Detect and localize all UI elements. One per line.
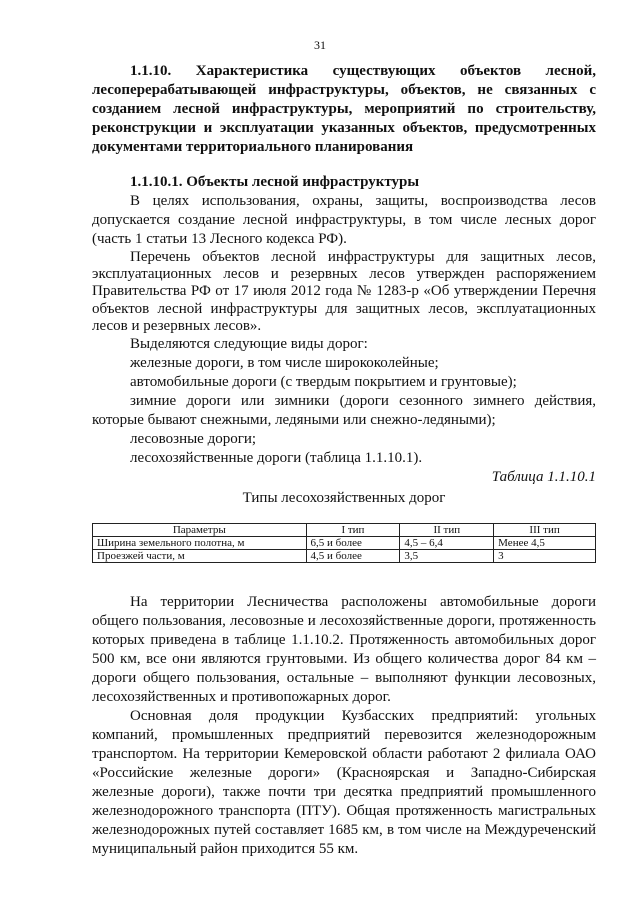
table-cell: Проезжей части, м (93, 550, 307, 563)
road-types-table (92, 523, 596, 563)
table-row (93, 537, 596, 550)
table-cell: 6,5 и более (306, 537, 400, 550)
table-number-caption: Таблица 1.1.10.1 (491, 469, 596, 486)
list-item: лесохозяйственные дороги (таблица 1.1.10.1). (130, 450, 423, 467)
subsection-heading: 1.1.10.1. Объекты лесной инфраструктуры (130, 174, 420, 190)
paragraph: Перечень объектов лесной инфраструктуры для защитных лесов, эксплуатационных лесов и резервных лесов утвержден распоряжением Правительства РФ от 17 июля 2012 года № 1283-р «Об утверждении Перечня объектов лесной инфраструктуры для защитных лесов, эксплуатационных лесов и резервных лесов». (92, 249, 596, 334)
paragraph: На территории Лесничества расположены автомобильные дороги общего пользования, лесовозные и лесохозяйственные дороги, протяженность которых приведена в таблице 1.1.10.2. Протяженность автомобильных дорог 500 км, все они являются грунтовыми. Из общего количества дорог 84 км – дороги общего пользования, остальные – выполняют функции лесовозных, лесохозяйственных и противопожарных дорог. (92, 594, 596, 706)
table-cell: Ширина земельного полотна, м (93, 537, 307, 550)
list-item: лесовозные дороги; (130, 431, 257, 448)
table-title: Типы лесохозяйственных дорог (242, 490, 446, 507)
table-header-row (93, 524, 596, 537)
list-item: железные дороги, в том числе ширококолейные; (130, 355, 439, 372)
section-heading: 1.1.10. Характеристика существующих объектов лесной, лесоперерабатывающей инфраструктуры, объектов, не связанных с созданием лесной инфраструктуры, мероприятий по строительству, реконструкции и эксплуатации указанных объектов, предусмотренных документами территориального планирования (92, 63, 596, 155)
table-header-cell: I тип (306, 524, 400, 537)
table-row (93, 550, 596, 563)
table-cell: 4,5 – 6,4 (400, 537, 494, 550)
table-header-cell: Параметры (93, 524, 307, 537)
table-cell: 3,5 (400, 550, 494, 563)
paragraph: В целях использования, охраны, защиты, воспроизводства лесов допускается создание лесной инфраструктуры, в том числе лесных дорог (часть 1 статьи 13 Лесного кодекса РФ). (92, 193, 596, 247)
table-cell: Менее 4,5 (494, 537, 596, 550)
table-header-cell: III тип (494, 524, 596, 537)
table-header-cell: II тип (400, 524, 494, 537)
text-after-table (92, 593, 596, 859)
page-content (92, 62, 596, 859)
table-cell: 3 (494, 550, 596, 563)
paragraph: Выделяются следующие виды дорог: (130, 336, 368, 353)
list-item: автомобильные дороги (с твердым покрытием и грунтовые); (130, 374, 517, 391)
paragraph: Основная доля продукции Кузбасских предприятий: угольных компаний, промышленных предприятий перевозится железнодорожным транспортом. На территории Кемеровской области работают 2 филиала ОАО «Российские железные дороги» (Красноярская и Западно-Сибирская железные дороги), также почти три десятка предприятий промышленного железнодорожного транспорта (ПТУ). Общая протяженность магистральных железнодорожных путей составляет 1685 км, в том числе на Междуреченский муниципальный район приходится 55 км. (92, 708, 596, 858)
list-item: зимние дороги или зимники (дороги сезонного зимнего действия, которые бывают снежными, ледяными или снежно-ледяными); (92, 393, 596, 429)
page-number: 31 (314, 38, 326, 52)
table-cell: 4,5 и более (306, 550, 400, 563)
